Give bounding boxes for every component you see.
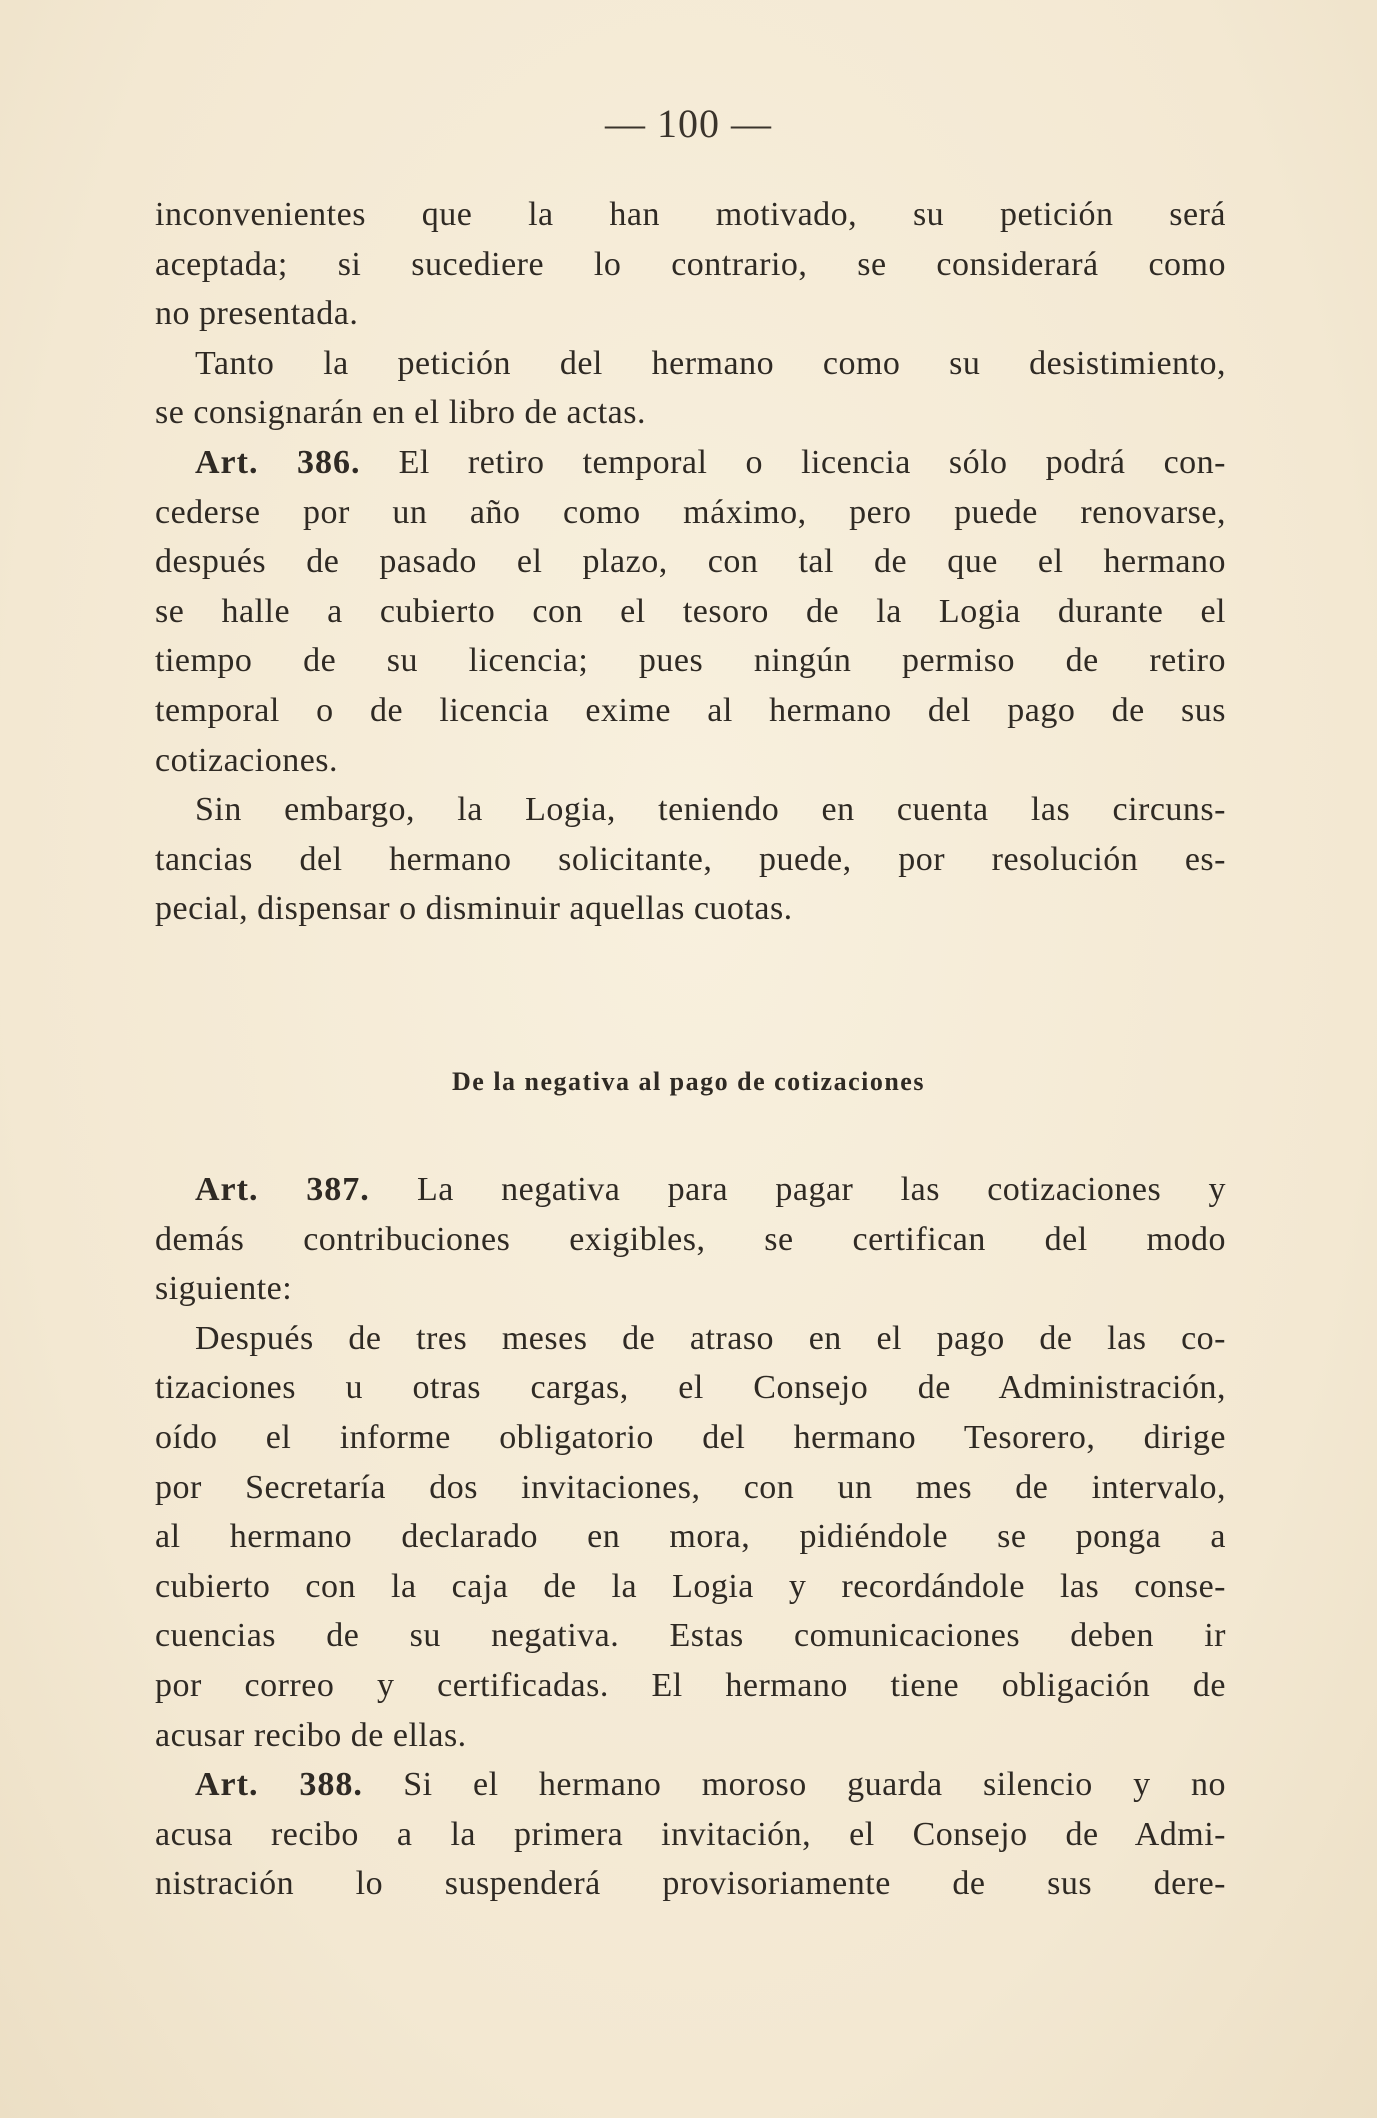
article-text: La negativa para pagar las cotizaciones y [369,1171,1227,1208]
text-line: cuencias de su negativa. Estas comunicaciones deben ir [155,1617,1226,1655]
article-text: El retiro temporal o licencia sólo podrá con- [360,443,1226,481]
text-line: por Secretaría dos invitaciones, con un mes de intervalo, [155,1468,1226,1506]
text-line: no presentada. [155,295,359,333]
text-line: aceptada; si sucediere lo contrario, se considerará como [155,245,1226,283]
text-line: se consignarán en el libro de actas. [155,394,646,432]
article-label: Art. 386. [195,443,361,481]
section-heading: De la negativa al pago de cotizaciones [452,1067,925,1096]
article-386-first-line [155,438,1226,488]
article-label: Art. 387. [195,1171,370,1208]
page-number: — 100 — [605,101,772,146]
text-block-bottom [155,1165,1226,1909]
text-block-top [155,190,1226,934]
article-label: Art. 388. [195,1766,363,1804]
text-line: inconvenientes que la han motivado, su petición será [155,196,1226,233]
text-line: Después de tres meses de atraso en el pago de las co- [195,1319,1226,1357]
text-line: cotizaciones. [155,741,339,779]
text-line: cubierto con la caja de la Logia y recordándole las conse- [155,1567,1226,1605]
text-line: acusa recibo a la primera invitación, el Consejo de Admi- [155,1815,1226,1853]
text-line: Sin embargo, la Logia, teniendo en cuenta las circuns- [195,791,1226,829]
article-388-first-line [155,1760,1226,1810]
text-line: tiempo de su licencia; pues ningún permiso de retiro [155,642,1226,680]
text-line: al hermano declarado en mora, pidiéndole se ponga a [155,1518,1226,1556]
text-line: tizaciones u otras cargas, el Consejo de Administración, [155,1369,1226,1407]
text-line: por correo y certificadas. El hermano tiene obligación de [155,1666,1226,1704]
text-line: nistración lo suspenderá provisoriamente de sus dere- [155,1865,1226,1903]
text-line: Tanto la petición del hermano como su desistimiento, [195,344,1226,382]
article-387-first-line [155,1165,1226,1215]
article-text: Si el hermano moroso guarda silencio y no [362,1766,1226,1804]
text-line: temporal o de licencia exime al hermano del pago de sus [155,691,1226,729]
text-line: se halle a cubierto con el tesoro de la Logia durante el [155,592,1226,630]
text-line: acusar recibo de ellas. [155,1716,467,1754]
text-line: demás contribuciones exigibles, se certifican del modo [155,1220,1226,1258]
text-line: pecial, dispensar o disminuir aquellas cuotas. [155,890,793,928]
text-line: después de pasado el plazo, con tal de que el hermano [155,543,1226,581]
text-line: tancias del hermano solicitante, puede, por resolución es- [155,840,1226,878]
text-line: cederse por un año como máximo, pero puede renovarse, [155,493,1226,531]
text-line: oído el informe obligatorio del hermano Tesorero, dirige [155,1418,1226,1456]
text-line: siguiente: [155,1270,293,1308]
